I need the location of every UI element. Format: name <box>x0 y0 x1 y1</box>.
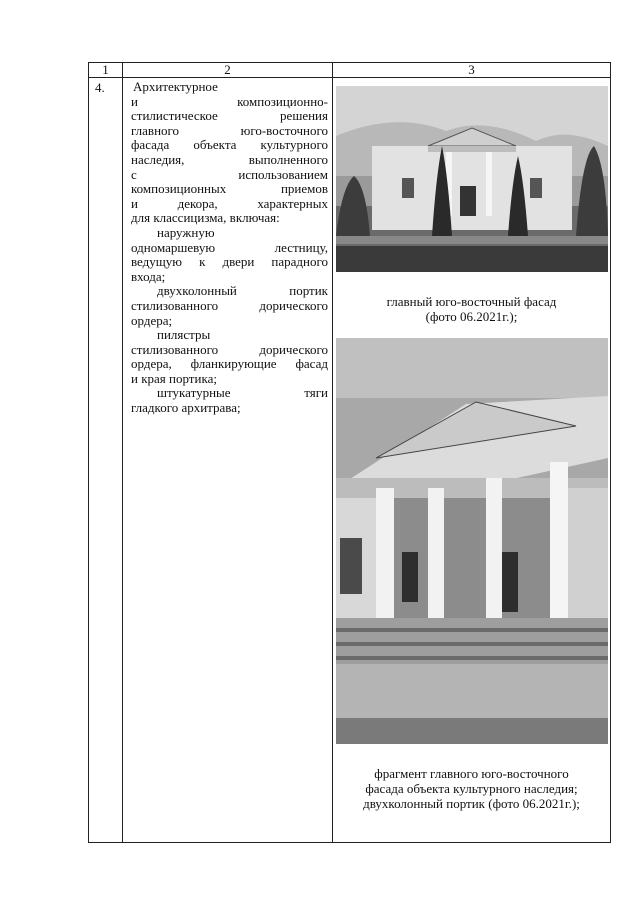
header-row <box>89 63 611 78</box>
description-line: пилястры <box>157 327 211 343</box>
description-line: стилизованного дорического <box>131 341 328 357</box>
description-line: одномаршевую лестницу, <box>131 239 328 255</box>
description-line: фасада объекта культурного <box>131 137 328 153</box>
description-line: гладкого архитрава; <box>131 400 241 416</box>
header-col-1: 1 <box>89 63 123 78</box>
row-number: 4. <box>89 78 123 843</box>
header-col-3: 3 <box>333 63 611 78</box>
description-line: наследия, выполненного <box>131 151 328 167</box>
description-line: и края портика; <box>131 370 217 386</box>
description-line: ордера; <box>131 312 173 328</box>
table-row <box>89 78 611 843</box>
description-line: ордера, фланкирующие фасад <box>131 356 328 372</box>
description-line: наружную <box>157 224 215 240</box>
description-line: Архитектурное <box>133 79 218 94</box>
description-line: композиционных приемов <box>131 181 328 197</box>
header-col-2: 2 <box>123 63 333 78</box>
photo-caption-2: фрагмент главного юго-восточного фасада объекта культурного наследия; двухколонный портик (фото 06.2021г.); <box>363 766 580 811</box>
description-line: главного юго-восточного <box>131 122 328 138</box>
description-line: входа; <box>131 268 166 284</box>
description-line: с использованием <box>131 166 328 182</box>
portico-photo <box>336 338 608 744</box>
photo-caption-1: главный юго-восточный фасад (фото 06.2021г.); <box>386 294 557 324</box>
row-description <box>123 78 333 843</box>
description-line: штукатурные тяги <box>157 385 328 401</box>
description-line: двухколонный портик <box>157 283 328 299</box>
description-line: стилистическое решения <box>131 108 328 124</box>
document-table <box>88 62 611 843</box>
description-line: стилизованного дорического <box>131 297 328 313</box>
description-line: ведущую к двери парадного <box>131 254 328 270</box>
description-line: и декора, характерных <box>131 195 328 211</box>
row-photos <box>333 78 611 843</box>
description-line: для классицизма, включая: <box>131 210 280 226</box>
facade-photo <box>336 86 608 272</box>
description-line: и композиционно- <box>131 93 328 109</box>
